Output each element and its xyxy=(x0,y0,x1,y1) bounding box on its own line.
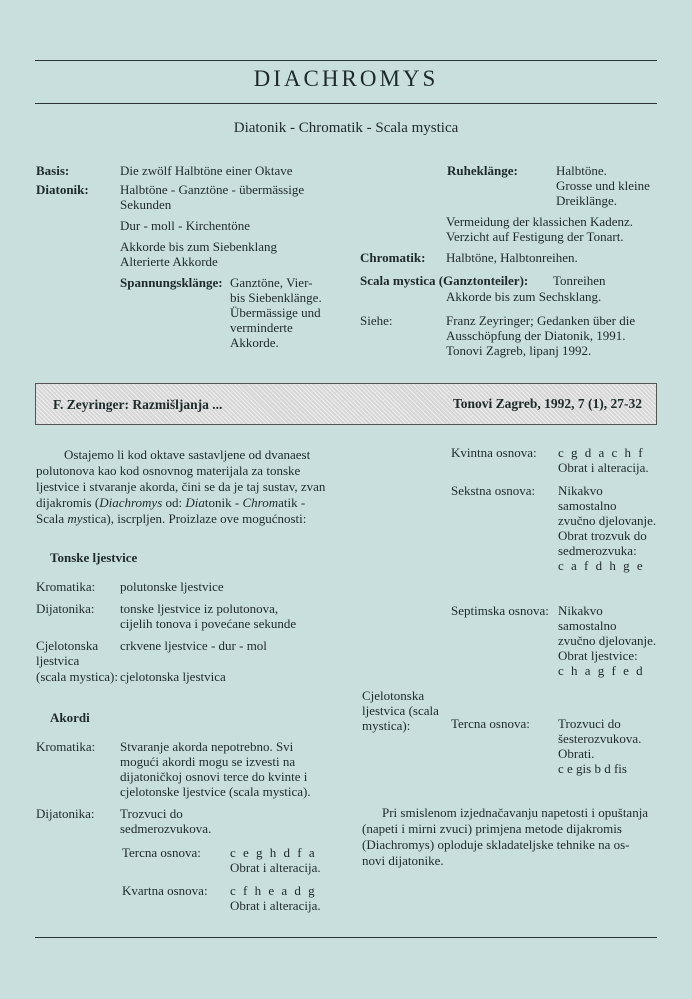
article-banner xyxy=(35,383,657,425)
closing-line: (napeti i mirni zvuci) primjena metode dijakromis xyxy=(362,821,622,836)
intro-line: Ostajemo li kod oktave sastavljene od dvanaest xyxy=(64,447,311,462)
sekstna-label: Sekstna osnova: xyxy=(451,483,536,498)
basis-text: Die zwölf Halbtöne einer Oktave xyxy=(120,163,293,178)
tonske-kromatika-text: polutonske ljestvice xyxy=(120,579,224,594)
sekstna-line: samostalno xyxy=(558,498,617,513)
septimska-line: zvučno djelovanje. xyxy=(558,633,657,648)
right-cjelo-label: Cjelotonska xyxy=(362,688,425,703)
siehe-line: Franz Zeyringer; Gedanken über die xyxy=(446,313,636,328)
diatonik-line: Akkorde bis zum Siebenklang xyxy=(120,239,278,254)
top-rule xyxy=(35,60,657,61)
akordi-kromatika-line: dijatoničkoj osnovi terce do kvinte i xyxy=(120,769,308,784)
page-title: DIACHROMYS xyxy=(253,66,439,91)
siehe-line: Tonovi Zagreb, lipanj 1992. xyxy=(446,343,592,358)
sekstna-line: Nikakvo xyxy=(558,483,603,498)
sekstna-notes: c a f d h g e xyxy=(558,558,645,573)
akordi-kromatika-line: mogući akordi mogu se izvesti na xyxy=(120,754,296,769)
akordi-dijatonika-label: Dijatonika: xyxy=(36,806,95,821)
akordi-dijatonika-line: sedmerozvukova. xyxy=(120,821,212,836)
akordi-kvartna-notes: c f h e a d g xyxy=(230,883,317,898)
right-tercna-line: šesterozvukova. xyxy=(558,731,642,746)
akordi-kvartna-obrat: Obrat i alteracija. xyxy=(230,898,321,913)
spannung-line: verminderte xyxy=(230,320,293,335)
spannung-line: Akkorde. xyxy=(230,335,279,350)
sekstna-line: Obrat trozvuk do xyxy=(558,528,647,543)
akordi-kromatika-label: Kromatika: xyxy=(36,739,96,754)
scala-text: Tonreihen xyxy=(553,273,606,288)
closing-line: Pri smislenom izjednačavanju napetosti i opuštanja xyxy=(382,805,649,820)
tonske-cjelo-text: crkvene ljestvice - dur - mol xyxy=(120,638,267,653)
tonske-dijatonika-label: Dijatonika: xyxy=(36,601,95,616)
tonske-cjelo-text: cjelotonska ljestvica xyxy=(120,669,226,684)
banner-citation: Tonovi Zagreb, 1992, 7 (1), 27-32 xyxy=(452,396,642,411)
diatonik-line: Alterierte Akkorde xyxy=(120,254,218,269)
title-rule xyxy=(35,103,657,104)
akordi-heading: Akordi xyxy=(50,710,90,725)
diatonik-label: Diatonik: xyxy=(36,182,89,197)
right-tercna-line: Obrati. xyxy=(558,746,595,761)
septimska-line: Obrat ljestvice: xyxy=(558,648,638,663)
ruhe-line: Grosse und kleine xyxy=(556,178,650,193)
bottom-rule xyxy=(35,937,657,938)
siehe-label: Siehe: xyxy=(360,313,393,328)
intro-paragraph xyxy=(36,447,338,527)
page-subtitle: Diatonik - Chromatik - Scala mystica xyxy=(233,120,459,136)
sekstna-line: sedmerozvuka: xyxy=(558,543,637,558)
sekstna-line: zvučno djelovanje. xyxy=(558,513,657,528)
diatonik-line: Sekunden xyxy=(120,197,172,212)
kvintna-obrat: Obrat i alteracija. xyxy=(558,460,649,475)
chromatik-text: Halbtöne, Halbtonreihen. xyxy=(446,250,578,265)
siehe-line: Ausschöpfung der Diatonik, 1991. xyxy=(446,328,626,343)
right-tercna-line: Trozvuci do xyxy=(558,716,621,731)
diatonik-line: Dur - moll - Kirchentöne xyxy=(120,218,250,233)
right-tercna-label: Tercna osnova: xyxy=(451,716,530,731)
scala-label: Scala mystica (Ganztonteiler): xyxy=(360,273,529,288)
intro-line: polutonova kao kod osnovnog materijala za tonske xyxy=(36,463,301,478)
spannung-line: Ganztöne, Vier- xyxy=(230,275,313,290)
akordi-tercna-notes: c e g h d f a xyxy=(230,845,317,860)
right-cjelo-label: mystica): xyxy=(362,718,411,733)
ruhe-label: Ruheklänge: xyxy=(447,163,518,178)
banner-author-title: F. Zeyringer: Razmišljanja ... xyxy=(53,397,223,412)
right-tercna-notes: c e gis b d fis xyxy=(558,761,627,776)
septimska-line: Nikakvo xyxy=(558,603,603,618)
intro-line: Scala mystica), iscrpljen. Proizlaze ove mogućnosti: xyxy=(36,511,307,526)
tonske-kromatika-label: Kromatika: xyxy=(36,579,96,594)
closing-line: novi dijatonike. xyxy=(362,853,444,868)
right-cjelo-label: ljestvica (scala xyxy=(362,703,439,718)
kvintna-notes: c g d a c h f xyxy=(558,445,645,460)
spannung-line: Übermässige und xyxy=(230,305,321,320)
tonske-heading: Tonske ljestvice xyxy=(50,550,138,565)
ruhe-line: Halbtöne. xyxy=(556,163,607,178)
tonske-cjelo-label: (scala mystica): xyxy=(36,669,118,684)
septimska-line: samostalno xyxy=(558,618,617,633)
septimska-label: Septimska osnova: xyxy=(451,603,549,618)
basis-label: Basis: xyxy=(36,163,70,178)
akordi-kromatika-line: Stvaranje akorda nepotrebno. Svi xyxy=(120,739,294,754)
closing-paragraph xyxy=(362,805,664,869)
tonske-cjelo-label: Cjelotonska xyxy=(36,638,99,653)
scala-line: Akkorde bis zum Sechsklang. xyxy=(446,289,602,304)
akordi-dijatonika-line: Trozvuci do xyxy=(120,806,183,821)
spannung-line: bis Siebenklänge. xyxy=(230,290,322,305)
akordi-kromatika-line: cjelotonske ljestvice (scala mystica). xyxy=(120,784,311,799)
chromatik-label: Chromatik: xyxy=(360,250,426,265)
diatonik-line: Halbtöne - Ganztöne - übermässige xyxy=(120,182,305,197)
kadenz-line: Vermeidung der klassichen Kadenz. xyxy=(446,214,633,229)
intro-line: dijakromis (Diachromys od: Diatonik - Chromatik - xyxy=(36,495,306,510)
tonske-dijatonika-line: cijelih tonova i povećane sekunde xyxy=(120,616,297,631)
tonske-dijatonika-line: tonske ljestvice iz polutonova, xyxy=(120,601,279,616)
closing-line: (Diachromys) oploduje skladateljske tehnike na os- xyxy=(362,837,630,852)
intro-line: ljestvice i stvaranje akorda, čini se da je taj sustav, zvan xyxy=(36,479,326,494)
tonske-cjelo-label: ljestvica xyxy=(36,653,80,668)
akordi-tercna-label: Tercna osnova: xyxy=(122,845,201,860)
septimska-notes: c h a g f e d xyxy=(558,663,645,678)
akordi-tercna-obrat: Obrat i alteracija. xyxy=(230,860,321,875)
spannung-label: Spannungsklänge: xyxy=(120,275,223,290)
akordi-kvartna-label: Kvartna osnova: xyxy=(122,883,208,898)
kadenz-line: Verzicht auf Festigung der Tonart. xyxy=(446,229,624,244)
kvintna-label: Kvintna osnova: xyxy=(451,445,537,460)
ruhe-line: Dreiklänge. xyxy=(556,193,618,208)
